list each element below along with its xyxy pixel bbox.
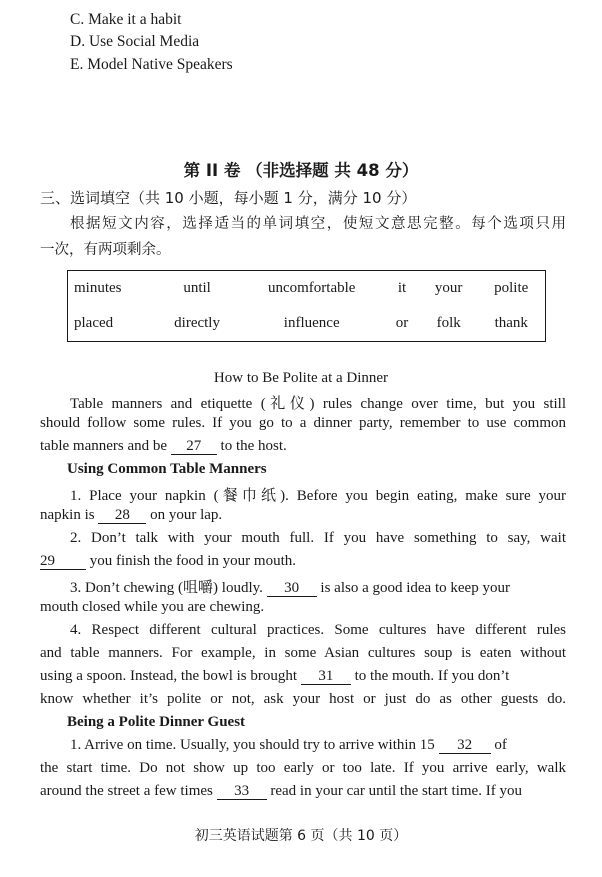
- text-segment: on your lap.: [150, 507, 223, 523]
- blank-31: 31: [301, 668, 351, 685]
- text-segment: to the mouth. If you don’t: [354, 668, 510, 684]
- word-bank-cell: influence: [283, 315, 340, 331]
- blank-27: 27: [171, 438, 217, 455]
- blank-33: 33: [217, 783, 267, 800]
- item4-line-2: and table manners. For example, in some Asian cultures soup is eaten without: [40, 645, 566, 661]
- word-bank-cell: placed: [74, 315, 114, 331]
- item3-line-1: [70, 576, 566, 597]
- option-c: C. Make it a habit: [70, 11, 182, 28]
- item5-line-2: the start time. Do not show up too early or too late. If you arrive early, walk: [40, 760, 566, 776]
- word-bank-row: [68, 306, 546, 342]
- p1-line-3: [40, 438, 287, 455]
- text-segment: napkin is: [40, 507, 95, 523]
- blank-29: 29: [40, 553, 86, 570]
- text-segment: you finish the food in your mouth.: [89, 553, 296, 569]
- heading-polite-guest: Being a Polite Dinner Guest: [67, 714, 246, 730]
- text-segment: 3. Don’t chewing (咀嚼) loudly.: [70, 580, 263, 596]
- section-heading: 三、选词填空（共 10 小题，每小题 1 分，满分 10 分）: [40, 189, 417, 207]
- passage-title: How to Be Polite at a Dinner: [213, 370, 389, 386]
- blank-30: 30: [267, 580, 317, 597]
- text-segment: table manners and be: [40, 438, 168, 454]
- item2-line-2: [40, 553, 296, 570]
- item1-line-1: 1. Place your napkin (餐巾纸). Before you begin eating, make sure your: [70, 488, 566, 504]
- instructions-line-2: 一次，有两项剩余。: [40, 242, 171, 258]
- p1-line-1: Table manners and etiquette (礼仪) rules change over time, but you still: [70, 396, 566, 412]
- word-bank-cell: directly: [174, 315, 220, 331]
- word-bank-cell: folk: [436, 315, 461, 331]
- word-bank-cell: it: [397, 280, 407, 296]
- item5-line-1: [70, 737, 566, 754]
- word-bank-cell: or: [395, 315, 409, 331]
- item5-line-3: [40, 783, 522, 800]
- word-bank-cell: your: [434, 280, 463, 296]
- item4-line-4: know whether it’s polite or not, ask your host or just do as other guests do.: [40, 691, 566, 707]
- text-segment: to the host.: [220, 438, 287, 454]
- word-bank-cell: thank: [494, 315, 528, 331]
- item3-line-2: mouth closed while you are chewing.: [40, 599, 265, 615]
- word-bank-cell: until: [183, 280, 211, 296]
- instructions-line-1: 根据短文内容，选择适当的单词填空，使短文意思完整。每个选项只用: [70, 216, 566, 232]
- option-e: E. Model Native Speakers: [70, 56, 233, 73]
- text-segment: of: [494, 737, 507, 753]
- blank-28: 28: [98, 507, 146, 524]
- word-bank: [67, 270, 546, 342]
- text-segment: is also a good idea to keep your: [320, 580, 510, 596]
- heading-table-manners: Using Common Table Manners: [67, 461, 267, 477]
- item1-line-2: [40, 507, 222, 524]
- part-title: 第 II 卷 （非选择题 共 48 分）: [183, 161, 419, 180]
- text-segment: 1. Arrive on time. Usually, you should try to arrive within 15: [70, 737, 435, 753]
- page-footer: 初三英语试题第 6 页（共 10 页）: [194, 828, 408, 844]
- item4-line-1: 4. Respect different cultural practices. Some cultures have different rules: [70, 622, 566, 638]
- text-segment: around the street a few times: [40, 783, 213, 799]
- word-bank-row: [68, 271, 546, 307]
- text-segment: read in your car until the start time. If you: [270, 783, 522, 799]
- p1-line-2: should follow some rules. If you go to a dinner party, remember to use common: [40, 415, 566, 431]
- blank-32: 32: [439, 737, 491, 754]
- item4-line-3: [40, 668, 566, 685]
- item2-line-1: 2. Don’t talk with your mouth full. If you have something to say, wait: [70, 530, 566, 546]
- text-segment: using a spoon. Instead, the bowl is brought: [40, 668, 298, 684]
- word-bank-cell: polite: [494, 280, 529, 296]
- word-bank-cell: minutes: [74, 280, 122, 296]
- option-d: D. Use Social Media: [70, 33, 200, 50]
- word-bank-cell: uncomfortable: [267, 280, 356, 296]
